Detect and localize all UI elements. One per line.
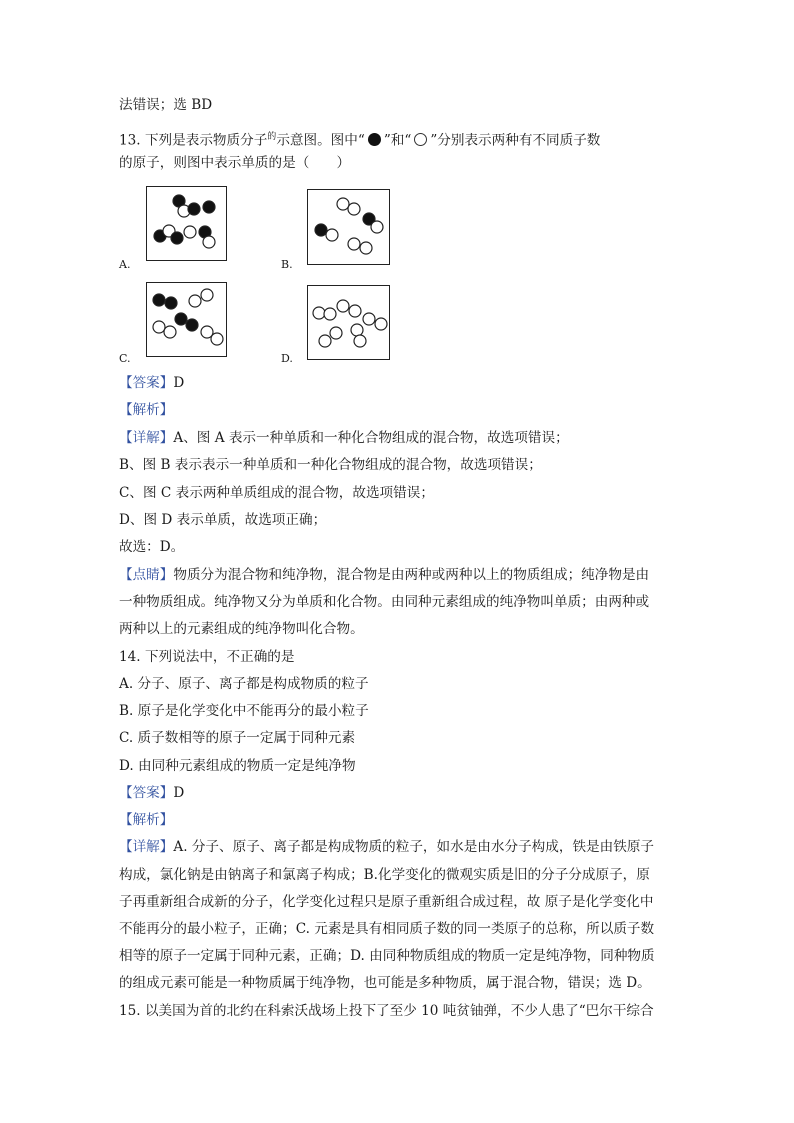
- q14-option-a: A. 分子、原子、离子都是构成物质的粒子: [119, 676, 369, 692]
- black-atom-icon: [368, 133, 381, 146]
- analysis-14-heading: 【解析】: [119, 812, 174, 828]
- prev-answer-tail: 法错误；选 BD: [119, 97, 213, 113]
- q14-option-c: C. 质子数相等的原子一定属于同种元素: [119, 730, 356, 746]
- choose-13: 故选：D。: [119, 539, 185, 555]
- detail-13-b: B、图 B 表示表示一种单质和一种化合物组成的混合物，故选项错误；: [119, 457, 542, 473]
- detail-14-line1: 【详解】A. 分子、原子、离子都是构成物质的粒子，如水是由水分子构成，铁是由铁原子: [119, 839, 655, 855]
- detail-14-line3: 子再重新组合成新的分子，化学变化过程只是原子重新组合成过程，故 原子是化学变化中: [119, 894, 654, 910]
- key-point-13-line2: 一种物质组成。纯净物又分为单质和化合物。由同种元素组成的纯净物叫单质；由两种或: [119, 594, 650, 610]
- detail-14-line2: 构成，氯化钠是由钠离子和氯离子构成；B.化学变化的微观实质是旧的分子分成原子，原: [119, 867, 650, 883]
- q15-stem: 15. 以美国为首的北约在科索沃战场上投下了至少 10 吨贫铀弹，不少人患了“巴尔干综合: [119, 1003, 654, 1019]
- option-d-label: D.: [281, 352, 293, 365]
- detail-13-a: 【详解】A、图 A 表示一种单质和一种化合物组成的混合物，故选项错误；: [119, 430, 569, 446]
- panel-d: [307, 285, 390, 360]
- key-point-13: 【点睛】物质分为混合物和纯净物，混合物是由两种或两种以上的物质组成；纯净物是由: [119, 567, 650, 583]
- q14-option-b: B. 原子是化学变化中不能再分的最小粒子: [119, 703, 369, 719]
- detail-14-line4: 不能再分的最小粒子，正确；C. 元素是具有相同质子数的同一类原子的总称，所以质子数: [119, 921, 655, 937]
- q13-stem-line2: 的原子，则图中表示单质的是（ ）: [119, 155, 351, 171]
- panel-a-atoms: [147, 187, 226, 260]
- q14-stem: 14. 下列说法中，不正确的是: [119, 649, 295, 665]
- option-c-label: C.: [119, 352, 131, 365]
- detail-14-line5: 相等的原子一定属于同种元素，正确；D. 由同种物质组成的物质一定是纯净物，同种物质: [119, 948, 655, 964]
- detail-14-line6: 的组成元素可能是一种物质属于纯净物，也可能是多种物质，属于混合物，错误；选 D。: [119, 975, 651, 991]
- panel-b: [307, 189, 390, 265]
- white-atom-icon: [414, 133, 427, 146]
- panel-c: [146, 282, 227, 357]
- option-b-label: B.: [281, 258, 293, 271]
- panel-a: [146, 186, 227, 261]
- panel-b-atoms: [308, 190, 389, 264]
- detail-13-d: D、图 D 表示单质，故选项正确；: [119, 512, 327, 528]
- detail-13-c: C、图 C 表示两种单质组成的混合物，故选项错误；: [119, 485, 434, 501]
- panel-c-atoms: [147, 283, 226, 356]
- analysis-13-heading: 【解析】: [119, 402, 174, 418]
- option-a-label: A.: [119, 258, 131, 271]
- answer-13: 【答案】D: [119, 375, 185, 391]
- answer-14: 【答案】D: [119, 785, 185, 801]
- panel-d-atoms: [308, 286, 389, 359]
- q13-stem: 13. 下列是表示物质分子$^的$示意图。图中“ ”和“ ”分别表示两种有不同质子数: [119, 132, 601, 149]
- key-point-13-line3: 两种以上的元素组成的纯净物叫化合物。: [119, 621, 364, 637]
- q14-option-d: D. 由同种元素组成的物质一定是纯净物: [119, 758, 356, 774]
